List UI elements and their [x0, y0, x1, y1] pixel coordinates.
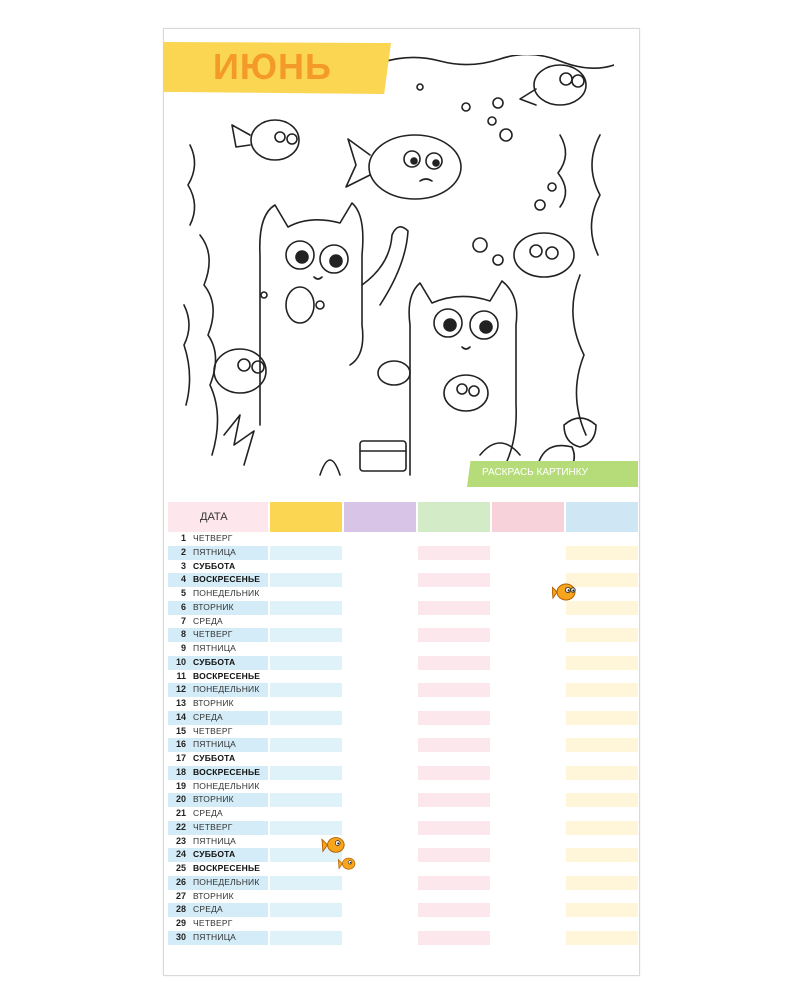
entry-cell[interactable]	[566, 890, 638, 904]
date-cell	[168, 697, 268, 711]
entry-cell[interactable]	[270, 711, 342, 725]
day-name: СУББОТА	[193, 753, 236, 763]
date-cell	[168, 615, 268, 629]
day-number: 27	[175, 890, 186, 901]
entry-cell[interactable]	[344, 821, 416, 835]
entry-cell[interactable]	[566, 656, 638, 670]
table-row	[168, 821, 638, 835]
day-name: СРЕДА	[193, 615, 223, 626]
entry-cell[interactable]	[270, 697, 342, 711]
date-cell	[168, 766, 268, 780]
table-row	[168, 890, 638, 904]
entry-cell[interactable]	[344, 697, 416, 711]
day-number: 4	[180, 574, 186, 585]
color-column-header	[566, 502, 638, 532]
table-row	[168, 656, 638, 670]
entry-cell[interactable]	[418, 560, 490, 574]
day-name: ПЯТНИЦА	[193, 739, 237, 750]
day-number: 30	[175, 931, 186, 942]
table-row	[168, 725, 638, 739]
entry-cell[interactable]	[418, 725, 490, 739]
entry-cell[interactable]	[566, 532, 638, 546]
entry-cell[interactable]	[418, 711, 490, 725]
day-number: 17	[175, 753, 186, 763]
entry-cell[interactable]	[566, 615, 638, 629]
calendar-header	[168, 502, 638, 532]
day-number: 6	[180, 601, 186, 612]
day-number: 8	[180, 629, 186, 640]
date-cell	[168, 628, 268, 642]
date-cell	[168, 725, 268, 739]
table-row	[168, 793, 638, 807]
day-name: ВОСКРЕСЕНЬЕ	[193, 766, 261, 777]
entry-cell[interactable]	[566, 793, 638, 807]
day-name: ЧЕТВЕРГ	[193, 629, 233, 640]
day-name: СУББОТА	[193, 560, 236, 571]
day-name: ВОСКРЕСЕНЬЕ	[193, 574, 261, 585]
entry-cell[interactable]	[344, 766, 416, 780]
table-row	[168, 697, 638, 711]
day-number: 15	[175, 725, 186, 736]
entry-cell[interactable]	[344, 532, 416, 546]
entry-cell[interactable]	[566, 670, 638, 684]
goldfish-icon	[552, 578, 580, 604]
entry-cell[interactable]	[418, 862, 490, 876]
day-name: ЧЕТВЕРГ	[193, 918, 233, 928]
date-cell	[168, 931, 268, 945]
entry-cell[interactable]	[492, 807, 564, 821]
entry-cell[interactable]	[566, 546, 638, 560]
entry-cell[interactable]	[492, 780, 564, 794]
day-number: 24	[175, 849, 186, 860]
entry-cell[interactable]	[270, 601, 342, 615]
day-number: 28	[175, 904, 186, 915]
entry-cell[interactable]	[270, 560, 342, 574]
entry-cell[interactable]	[270, 642, 342, 656]
entry-cell[interactable]	[344, 752, 416, 766]
entry-cell[interactable]	[270, 683, 342, 697]
day-number: 22	[175, 821, 186, 832]
entry-cell[interactable]	[492, 821, 564, 835]
entry-cell[interactable]	[270, 670, 342, 684]
entry-cell[interactable]	[492, 532, 564, 546]
entry-cell[interactable]	[566, 917, 638, 931]
day-name: ВТОРНИК	[193, 794, 234, 805]
entry-cell[interactable]	[566, 628, 638, 642]
entry-cell[interactable]	[418, 587, 490, 601]
day-number: 23	[175, 835, 186, 846]
entry-cell[interactable]	[566, 903, 638, 917]
day-name: ЧЕТВЕРГ	[193, 533, 233, 543]
day-number: 16	[175, 739, 186, 750]
day-number: 13	[175, 698, 186, 708]
color-column-header	[418, 502, 490, 532]
entry-cell[interactable]	[344, 780, 416, 794]
table-row	[168, 670, 638, 684]
date-cell	[168, 848, 268, 862]
entry-cell[interactable]	[344, 615, 416, 629]
goldfish-icon	[320, 832, 348, 856]
entry-cell[interactable]	[492, 656, 564, 670]
entry-cell[interactable]	[492, 862, 564, 876]
day-name: ВТОРНИК	[193, 890, 234, 901]
entry-cell[interactable]	[344, 876, 416, 890]
entry-cell[interactable]	[492, 725, 564, 739]
entry-cell[interactable]	[566, 931, 638, 945]
entry-cell[interactable]	[344, 917, 416, 931]
entry-cell[interactable]	[418, 890, 490, 904]
entry-cell[interactable]	[418, 903, 490, 917]
entry-cell[interactable]	[270, 738, 342, 752]
entry-cell[interactable]	[418, 683, 490, 697]
day-number: 21	[175, 808, 186, 818]
table-row	[168, 711, 638, 725]
date-cell	[168, 711, 268, 725]
entry-cell[interactable]	[418, 532, 490, 546]
entry-cell[interactable]	[566, 683, 638, 697]
table-row	[168, 931, 638, 945]
entry-cell[interactable]	[492, 683, 564, 697]
entry-cell[interactable]	[418, 793, 490, 807]
entry-cell[interactable]	[344, 573, 416, 587]
day-number: 2	[180, 546, 186, 557]
entry-cell[interactable]	[270, 656, 342, 670]
entry-cell[interactable]	[492, 890, 564, 904]
entry-cell[interactable]	[418, 628, 490, 642]
entry-cell[interactable]	[270, 725, 342, 739]
date-cell	[168, 656, 268, 670]
date-cell	[168, 793, 268, 807]
entry-cell[interactable]	[566, 752, 638, 766]
entry-cell[interactable]	[344, 793, 416, 807]
entry-cell[interactable]	[566, 560, 638, 574]
entry-cell[interactable]	[344, 670, 416, 684]
entry-cell[interactable]	[344, 560, 416, 574]
date-cell	[168, 738, 268, 752]
date-cell	[168, 683, 268, 697]
day-number: 3	[180, 560, 186, 571]
entry-cell[interactable]	[344, 546, 416, 560]
table-row	[168, 683, 638, 697]
table-row	[168, 546, 638, 560]
coloring-label: РАСКРАСЬ КАРТИНКУ	[482, 467, 589, 478]
table-row	[168, 848, 638, 862]
goldfish-icon	[338, 854, 358, 872]
entry-cell[interactable]	[492, 738, 564, 752]
entry-cell[interactable]	[344, 683, 416, 697]
entry-cell[interactable]	[566, 642, 638, 656]
entry-cell[interactable]	[566, 697, 638, 711]
entry-cell[interactable]	[418, 546, 490, 560]
day-name: СРЕДА	[193, 808, 223, 818]
entry-cell[interactable]	[566, 862, 638, 876]
month-title: ИЮНЬ	[213, 46, 332, 87]
day-number: 12	[175, 684, 186, 695]
entry-cell[interactable]	[492, 931, 564, 945]
entry-cell[interactable]	[270, 890, 342, 904]
entry-cell[interactable]	[418, 601, 490, 615]
entry-cell[interactable]	[566, 725, 638, 739]
day-name: ПЯТНИЦА	[193, 546, 237, 557]
date-cell	[168, 890, 268, 904]
day-name: СУББОТА	[193, 849, 236, 860]
entry-cell[interactable]	[344, 890, 416, 904]
entry-cell[interactable]	[566, 835, 638, 849]
entry-cell[interactable]	[492, 711, 564, 725]
entry-cell[interactable]	[270, 876, 342, 890]
entry-cell[interactable]	[492, 628, 564, 642]
day-number: 20	[175, 794, 186, 805]
entry-cell[interactable]	[418, 835, 490, 849]
table-row	[168, 807, 638, 821]
entry-cell[interactable]	[492, 917, 564, 931]
day-number: 7	[180, 615, 186, 626]
entry-cell[interactable]	[566, 848, 638, 862]
day-number: 14	[175, 711, 186, 722]
date-cell	[168, 670, 268, 684]
day-name: ПОНЕДЕЛЬНИК	[193, 876, 260, 887]
date-cell	[168, 532, 268, 546]
entry-cell[interactable]	[418, 615, 490, 629]
day-name: ПЯТНИЦА	[193, 643, 237, 653]
day-name: ВТОРНИК	[193, 698, 234, 708]
entry-cell[interactable]	[566, 876, 638, 890]
color-column-header	[492, 502, 564, 532]
table-row	[168, 835, 638, 849]
entry-cell[interactable]	[270, 615, 342, 629]
entry-cell[interactable]	[418, 917, 490, 931]
entry-cell[interactable]	[418, 656, 490, 670]
day-number: 1	[180, 533, 186, 543]
table-row	[168, 642, 638, 656]
day-name: ВОСКРЕСЕНЬЕ	[193, 670, 261, 681]
entry-cell[interactable]	[418, 848, 490, 862]
entry-cell[interactable]	[270, 546, 342, 560]
table-row	[168, 738, 638, 752]
entry-cell[interactable]	[418, 697, 490, 711]
entry-cell[interactable]	[418, 931, 490, 945]
entry-cell[interactable]	[418, 876, 490, 890]
entry-cell[interactable]	[270, 807, 342, 821]
entry-cell[interactable]	[270, 628, 342, 642]
day-number: 25	[175, 863, 186, 873]
color-column-header	[344, 502, 416, 532]
day-name: ПЯТНИЦА	[193, 835, 237, 846]
date-cell	[168, 862, 268, 876]
day-name: СУББОТА	[193, 656, 236, 667]
date-cell	[168, 903, 268, 917]
entry-cell[interactable]	[492, 642, 564, 656]
entry-cell[interactable]	[492, 670, 564, 684]
entry-cell[interactable]	[566, 821, 638, 835]
table-row	[168, 862, 638, 876]
day-name: ПОНЕДЕЛЬНИК	[193, 780, 260, 791]
entry-cell[interactable]	[344, 587, 416, 601]
table-row	[168, 752, 638, 766]
entry-cell[interactable]	[344, 656, 416, 670]
entry-cell[interactable]	[344, 835, 416, 849]
date-cell	[168, 807, 268, 821]
date-cell	[168, 917, 268, 931]
entry-cell[interactable]	[344, 931, 416, 945]
entry-cell[interactable]	[270, 931, 342, 945]
entry-cell[interactable]	[566, 807, 638, 821]
table-row	[168, 532, 638, 546]
table-row	[168, 615, 638, 629]
day-number: 18	[175, 766, 186, 777]
day-number: 9	[180, 643, 186, 653]
table-row	[168, 903, 638, 917]
color-column-header	[270, 502, 342, 532]
entry-cell[interactable]	[492, 876, 564, 890]
date-header-label: ДАТА	[200, 511, 228, 523]
entry-cell[interactable]	[270, 780, 342, 794]
entry-cell[interactable]	[418, 738, 490, 752]
entry-cell[interactable]	[344, 725, 416, 739]
entry-cell[interactable]	[344, 601, 416, 615]
date-cell	[168, 876, 268, 890]
entry-cell[interactable]	[344, 738, 416, 752]
entry-cell[interactable]	[270, 793, 342, 807]
table-row	[168, 876, 638, 890]
date-cell	[168, 587, 268, 601]
entry-cell[interactable]	[418, 766, 490, 780]
day-number: 29	[175, 918, 186, 928]
date-cell	[168, 642, 268, 656]
entry-cell[interactable]	[566, 738, 638, 752]
table-row	[168, 628, 638, 642]
entry-cell[interactable]	[270, 587, 342, 601]
day-name: ВТОРНИК	[193, 601, 234, 612]
entry-cell[interactable]	[492, 615, 564, 629]
entry-cell[interactable]	[418, 752, 490, 766]
day-number: 11	[176, 670, 186, 681]
day-number: 19	[175, 780, 186, 791]
entry-cell[interactable]	[418, 573, 490, 587]
day-name: ЧЕТВЕРГ	[193, 725, 233, 736]
table-row	[168, 780, 638, 794]
entry-cell[interactable]	[492, 793, 564, 807]
entry-cell[interactable]	[492, 766, 564, 780]
day-name: ЧЕТВЕРГ	[193, 821, 233, 832]
entry-cell[interactable]	[492, 546, 564, 560]
date-cell	[168, 752, 268, 766]
entry-cell[interactable]	[566, 766, 638, 780]
date-cell	[168, 601, 268, 615]
entry-cell[interactable]	[270, 573, 342, 587]
day-name: СРЕДА	[193, 711, 223, 722]
entry-cell[interactable]	[418, 670, 490, 684]
entry-cell[interactable]	[270, 917, 342, 931]
date-cell	[168, 780, 268, 794]
entry-cell[interactable]	[344, 642, 416, 656]
entry-cell[interactable]	[418, 821, 490, 835]
entry-cell[interactable]	[418, 780, 490, 794]
entry-cell[interactable]	[566, 780, 638, 794]
entry-cell[interactable]	[344, 628, 416, 642]
entry-cell[interactable]	[492, 835, 564, 849]
day-number: 5	[180, 588, 186, 598]
table-row	[168, 766, 638, 780]
day-name: ПОНЕДЕЛЬНИК	[193, 588, 260, 598]
entry-cell[interactable]	[344, 903, 416, 917]
day-number: 26	[175, 876, 186, 887]
entry-cell[interactable]	[492, 903, 564, 917]
coloring-illustration	[180, 55, 614, 486]
date-cell	[168, 573, 268, 587]
day-name: ВОСКРЕСЕНЬЕ	[193, 863, 261, 873]
date-cell	[168, 560, 268, 574]
table-row	[168, 917, 638, 931]
entry-cell[interactable]	[418, 642, 490, 656]
day-name: ПЯТНИЦА	[193, 931, 237, 942]
entry-cell[interactable]	[344, 807, 416, 821]
day-number: 10	[175, 656, 186, 667]
date-cell	[168, 821, 268, 835]
entry-cell[interactable]	[344, 711, 416, 725]
entry-cell[interactable]	[270, 532, 342, 546]
day-name: ПОНЕДЕЛЬНИК	[193, 684, 260, 695]
entry-cell[interactable]	[492, 848, 564, 862]
entry-cell[interactable]	[270, 903, 342, 917]
entry-cell[interactable]	[492, 697, 564, 711]
entry-cell[interactable]	[270, 752, 342, 766]
entry-cell[interactable]	[566, 711, 638, 725]
date-cell	[168, 546, 268, 560]
table-row	[168, 560, 638, 574]
entry-cell[interactable]	[492, 752, 564, 766]
day-name: СРЕДА	[193, 904, 223, 915]
entry-cell[interactable]	[418, 807, 490, 821]
date-cell	[168, 835, 268, 849]
entry-cell[interactable]	[492, 560, 564, 574]
entry-cell[interactable]	[270, 862, 342, 876]
date-column-header	[168, 502, 268, 532]
entry-cell[interactable]	[270, 766, 342, 780]
